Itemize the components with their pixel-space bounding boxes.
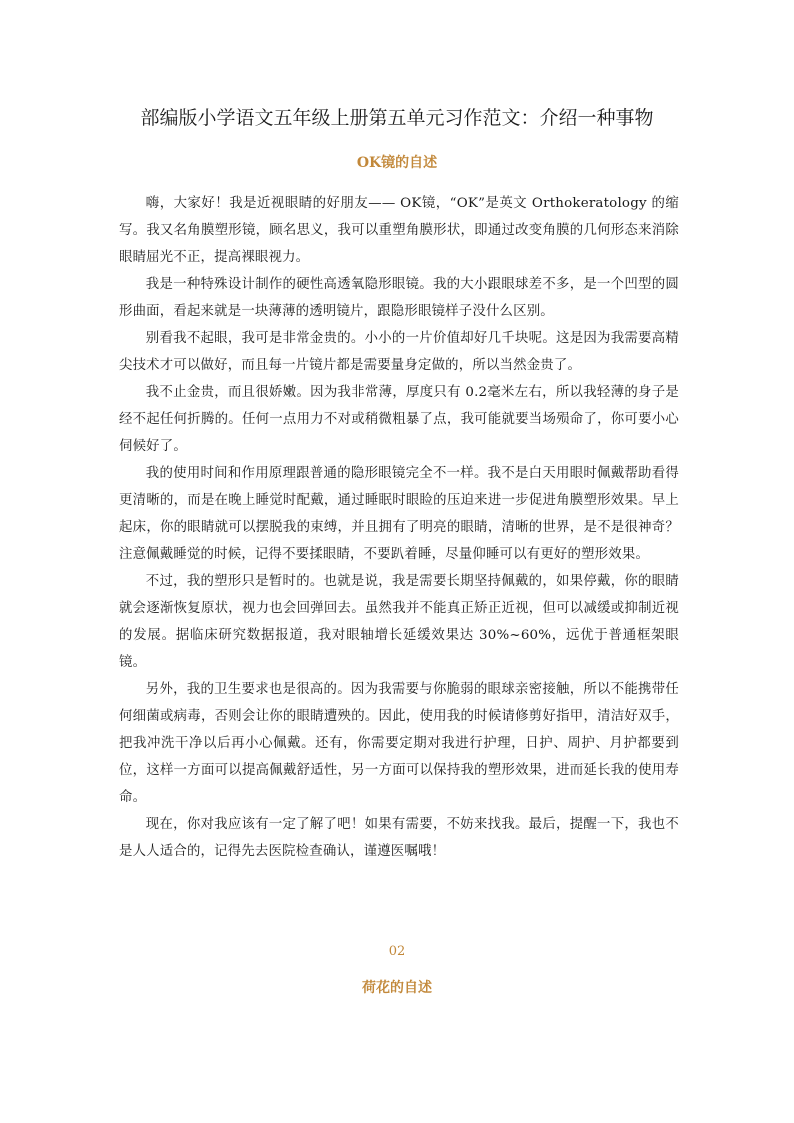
paragraph: 我的使用时间和作用原理跟普通的隐形眼镜完全不一样。我不是白天用眼时佩戴帮助看得更清晰的，而是在晚上睡觉时配戴，通过睡眠时眼睑的压迫来进一步促进角膜塑形效果。早上起床，你的眼睛就可以摆脱我的束缚，并且拥有了明亮的眼睛，清晰的世界，是不是很神奇？注意佩戴睡觉的时候，记得不要揉眼睛，不要趴着睡，尽量仰睡可以有更好的塑形效果。 bbox=[119, 466, 679, 562]
paragraph: 嗨，大家好！我是近视眼睛的好朋友—— OK镜，“OK”是英文 Orthokeratology 的缩写。我又名角膜塑形镜，顾名思义，我可以重塑角膜形状，即通过改变角膜的几何形态来消除眼睛屈光不正，提高裸眼视力。 bbox=[119, 196, 679, 265]
paragraph: 现在，你对我应该有一定了解了吧！如果有需要，不妨来找我。最后，提醒一下，我也不是人人适合的，记得先去医院检查确认，谨遵医嘱哦！ bbox=[119, 817, 679, 859]
page-title: 部编版小学语文五年级上册第五单元习作范文：介绍一种事物 bbox=[140, 107, 654, 129]
paragraph: 另外，我的卫生要求也是很高的。因为我需要与你脆弱的眼球亲密接触，所以不能携带任何细菌或病毒，否则会让你的眼睛遭殃的。因此，使用我的时候请修剪好指甲，清洁好双手，把我冲洗干净以后再小心佩戴。还有，你需要定期对我进行护理，日护、周护、月护都要到位，这样一方面可以提高佩戴舒适性，另一方面可以保持我的塑形效果，进而延长我的使用寿命。 bbox=[119, 682, 679, 805]
section-heading-ok-lens: OK镜的自述 bbox=[356, 155, 438, 171]
paragraph: 我是一种特殊设计制作的硬性高透氧隐形眼镜。我的大小跟眼球差不多，是一个凹型的圆形曲面，看起来就是一块薄薄的透明镜片，跟隐形眼镜样子没什么区别。 bbox=[119, 277, 679, 319]
article-body bbox=[119, 190, 679, 865]
paragraph: 别看我不起眼，我可是非常金贵的。小小的一片价值却好几千块呢。这是因为我需要高精尖技术才可以做好，而且每一片镜片都是需要量身定做的，所以当然金贵了。 bbox=[119, 331, 679, 373]
section-heading-lotus: 荷花的自述 bbox=[362, 980, 432, 996]
paragraph: 不过，我的塑形只是暂时的。也就是说，我是需要长期坚持佩戴的，如果停戴，你的眼睛就会逐渐恢复原状，视力也会回弹回去。虽然我并不能真正矫正近视，但可以减缓或抑制近视的发展。据临床研究数据报道，我对眼轴增长延缓效果达 30%~60%，远优于普通框架眼镜。 bbox=[119, 574, 679, 670]
section-number: 02 bbox=[388, 944, 406, 959]
paragraph: 我不止金贵，而且很娇嫩。因为我非常薄，厚度只有 0.2毫米左右，所以我轻薄的身子是经不起任何折腾的。任何一点用力不对或稍微粗暴了点，我可能就要当场殒命了，你可要小心伺候好了。 bbox=[119, 385, 679, 454]
